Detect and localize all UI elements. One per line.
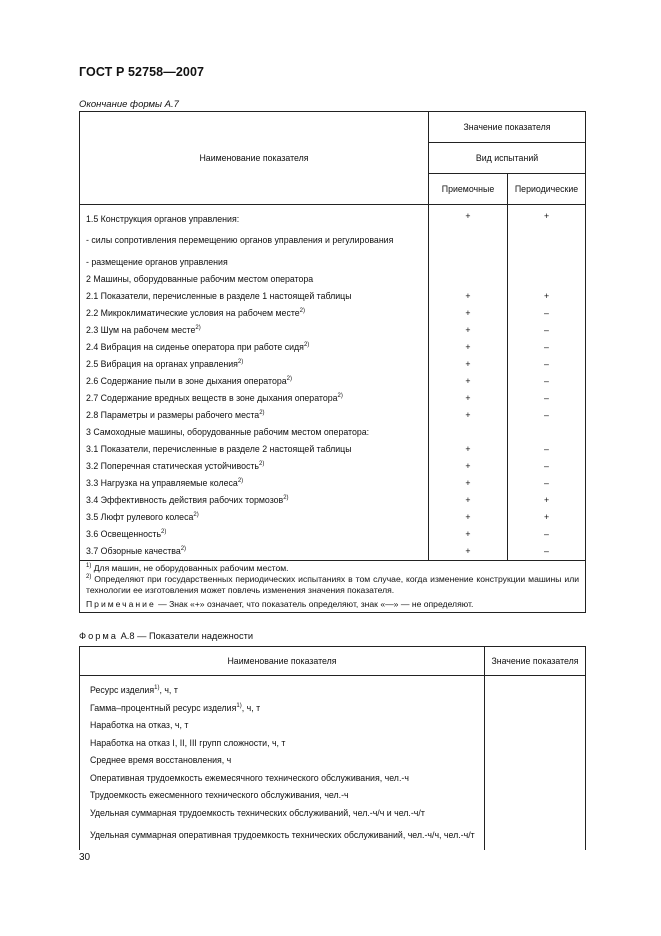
footnote-2-mark: 2) xyxy=(86,574,92,580)
row-parameter-text: 2.7 Содержание вредных веществ в зоне дыхания оператора xyxy=(86,392,338,403)
footnote-1-text: Для машин, не оборудованных рабочим местом. xyxy=(91,563,289,573)
row-parameter-name xyxy=(80,441,429,458)
row-parameter-text: 2.4 Вибрация на сиденье оператора при работе сидя xyxy=(86,341,304,352)
footnote-ref: 2) xyxy=(237,477,244,484)
footnote-ref: 2) xyxy=(258,460,265,467)
table-row xyxy=(80,339,586,356)
row-parameter-text: Оперативная трудоемкость ежемесячного технического обслуживания, чел.-ч xyxy=(90,772,409,783)
table-row xyxy=(80,492,586,509)
row-acceptance-mark: + xyxy=(429,305,508,322)
row-acceptance-mark xyxy=(429,254,508,271)
row-parameter-text: Трудоемкость ежесменного технического обслуживания, чел.-ч xyxy=(90,790,349,800)
row-periodic-mark: – xyxy=(508,356,586,373)
table-row xyxy=(80,254,586,271)
form-a7-table xyxy=(79,111,586,613)
form-a7-body xyxy=(80,205,586,561)
a8-col-header-name: Наименование показателя xyxy=(80,647,485,676)
table-row xyxy=(80,458,586,475)
note-label: Примечание xyxy=(86,599,156,609)
row-parameter-text: 3.5 Люфт рулевого колеса xyxy=(86,511,194,522)
footnote-ref: 2) xyxy=(259,409,265,416)
table-row xyxy=(80,305,586,322)
form-a8-body xyxy=(80,676,586,851)
row-parameter-text: 2.1 Показатели, перечисленные в разделе 1 настоящей таблицы xyxy=(86,290,352,301)
row-parameter-name xyxy=(80,822,485,850)
row-acceptance-mark: + xyxy=(429,441,508,458)
row-parameter-unit: , ч, т xyxy=(159,685,178,695)
row-parameter-name xyxy=(80,752,485,770)
row-acceptance-mark: + xyxy=(429,458,508,475)
form-a8-caption xyxy=(79,631,253,641)
row-parameter-text: 3.3 Нагрузка на управляемые колеса xyxy=(86,477,238,488)
row-parameter-name xyxy=(80,305,429,322)
row-acceptance-mark: + xyxy=(429,509,508,526)
footnote-ref: 2) xyxy=(180,545,187,552)
row-parameter-text: 3 Самоходные машины, оборудованные рабочим местом оператора: xyxy=(86,426,370,437)
row-parameter-text: Ресурс изделия xyxy=(90,685,155,695)
row-parameter-name xyxy=(80,288,429,305)
a8-col-header-value: Значение показателя xyxy=(485,647,586,676)
table-row xyxy=(80,509,586,526)
form-a8-caption-rest: А.8 — Показатели надежности xyxy=(117,631,254,641)
row-parameter-name xyxy=(80,322,429,339)
footnote-ref: 2) xyxy=(303,341,310,348)
row-parameter-text: 3.4 Эффективность действия рабочих тормозов xyxy=(86,494,284,505)
row-parameter-name xyxy=(80,254,429,271)
row-value-cell xyxy=(485,676,586,700)
row-periodic-mark: – xyxy=(508,458,586,475)
footnote-1-mark: 1) xyxy=(86,563,92,569)
row-acceptance-mark xyxy=(429,424,508,441)
form-a7-caption: Окончание формы А.7 xyxy=(79,99,179,110)
row-acceptance-mark: + xyxy=(429,205,508,229)
row-parameter-text: - силы сопротивления перемещению органов управления и регулирования xyxy=(86,235,394,246)
row-acceptance-mark: + xyxy=(429,390,508,407)
table-row xyxy=(80,390,586,407)
row-periodic-mark: – xyxy=(508,390,586,407)
row-parameter-text: - размещение органов управления xyxy=(86,256,228,267)
row-periodic-mark: – xyxy=(508,322,586,339)
table-row xyxy=(80,441,586,458)
table-row xyxy=(80,752,586,770)
row-parameter-name xyxy=(80,228,429,254)
form-a8-caption-word: Форма xyxy=(79,631,118,641)
table-row xyxy=(80,543,586,561)
row-value-cell xyxy=(485,700,586,718)
row-periodic-mark: – xyxy=(508,526,586,543)
table-row xyxy=(80,407,586,424)
row-parameter-name xyxy=(80,770,485,788)
table-row xyxy=(80,356,586,373)
row-periodic-mark xyxy=(508,254,586,271)
footnote-ref: 1) xyxy=(154,685,160,691)
row-parameter-name xyxy=(80,526,429,543)
row-value-cell xyxy=(485,752,586,770)
footnote-ref: 2) xyxy=(161,528,167,535)
row-parameter-name xyxy=(80,717,485,735)
row-parameter-text: Среднее время восстановления, ч xyxy=(90,755,232,765)
row-acceptance-mark: + xyxy=(429,543,508,561)
footnote-ref: 2) xyxy=(299,307,306,314)
row-value-cell xyxy=(485,717,586,735)
table-row xyxy=(80,271,586,288)
footnote-ref: 2) xyxy=(195,324,201,331)
form-a8-table xyxy=(79,646,586,850)
row-parameter-text: 3.6 Освещенность xyxy=(86,528,162,539)
table-row xyxy=(80,322,586,339)
row-periodic-mark: – xyxy=(508,543,586,561)
table-row xyxy=(80,735,586,753)
row-parameter-name xyxy=(80,805,485,823)
row-parameter-name xyxy=(80,509,429,526)
row-parameter-text: 2 Машины, оборудованные рабочим местом оператора xyxy=(86,273,314,284)
row-acceptance-mark: + xyxy=(429,475,508,492)
table-row xyxy=(80,787,586,805)
row-parameter-name xyxy=(80,424,429,441)
row-value-cell xyxy=(485,735,586,753)
footnote-ref: 2) xyxy=(286,375,292,382)
row-parameter-name xyxy=(80,339,429,356)
table-row xyxy=(80,717,586,735)
table-row xyxy=(80,526,586,543)
table-row xyxy=(80,228,586,254)
row-parameter-text: Гамма–процентный ресурс изделия xyxy=(90,702,237,713)
page-number: 30 xyxy=(79,852,91,863)
row-parameter-name xyxy=(80,356,429,373)
row-acceptance-mark: + xyxy=(429,322,508,339)
row-parameter-text: 2.3 Шум на рабочем месте xyxy=(86,324,196,335)
row-periodic-mark xyxy=(508,228,586,254)
form-a7-footnotes xyxy=(80,561,586,613)
row-value-cell xyxy=(485,822,586,850)
table-row xyxy=(80,373,586,390)
row-periodic-mark: – xyxy=(508,339,586,356)
row-parameter-name xyxy=(80,407,429,424)
footnote-ref: 2) xyxy=(337,392,343,399)
row-parameter-name xyxy=(80,676,485,700)
row-parameter-text: 3.7 Обзорные качества xyxy=(86,545,181,556)
row-value-cell xyxy=(485,805,586,823)
row-value-cell xyxy=(485,787,586,805)
row-parameter-text: 2.6 Содержание пыли в зоне дыхания оператора xyxy=(86,375,287,386)
row-periodic-mark xyxy=(508,271,586,288)
row-parameter-text: 2.5 Вибрация на органах управления xyxy=(86,358,238,369)
table-row xyxy=(80,475,586,492)
document-title: ГОСТ Р 52758—2007 xyxy=(79,65,205,79)
row-acceptance-mark: + xyxy=(429,492,508,509)
table-row xyxy=(80,805,586,823)
col-header-acceptance: Приемочные xyxy=(429,174,508,205)
row-parameter-text: Наработка на отказ, ч, т xyxy=(90,720,189,730)
row-acceptance-mark xyxy=(429,271,508,288)
row-periodic-mark xyxy=(508,424,586,441)
footnote-ref: 2) xyxy=(193,511,199,518)
row-acceptance-mark: + xyxy=(429,407,508,424)
row-parameter-name xyxy=(80,458,429,475)
row-parameter-unit: , ч, т xyxy=(241,702,261,713)
row-parameter-name xyxy=(80,271,429,288)
row-acceptance-mark: + xyxy=(429,339,508,356)
row-parameter-text: Удельная суммарная оперативная трудоемкость технических обслуживаний, чел.-ч/ч, чел.-ч/т xyxy=(90,830,475,841)
table-row xyxy=(80,205,586,229)
footnote-ref: 1) xyxy=(236,702,242,709)
row-parameter-text: Наработка на отказ I, II, III групп сложности, ч, т xyxy=(90,737,286,748)
row-parameter-name xyxy=(80,475,429,492)
table-row xyxy=(80,770,586,788)
col-header-test-type: Вид испытаний xyxy=(429,143,586,174)
row-value-cell xyxy=(485,770,586,788)
row-parameter-name xyxy=(80,787,485,805)
table-row xyxy=(80,288,586,305)
table-row xyxy=(80,424,586,441)
row-acceptance-mark: + xyxy=(429,526,508,543)
table-row xyxy=(80,822,586,850)
row-periodic-mark: – xyxy=(508,407,586,424)
row-parameter-text: Удельная суммарная трудоемкость технических обслуживаний, чел.-ч/ч и чел.-ч/т xyxy=(90,807,425,818)
footnote-ref: 2) xyxy=(283,494,289,501)
col-header-periodic: Периодические xyxy=(508,174,586,205)
row-parameter-name xyxy=(80,205,429,229)
row-parameter-name xyxy=(80,700,485,718)
row-parameter-name xyxy=(80,373,429,390)
row-parameter-name xyxy=(80,492,429,509)
footnote-ref: 2) xyxy=(237,358,244,365)
row-parameter-name xyxy=(80,390,429,407)
row-parameter-text: 2.8 Параметры и размеры рабочего места xyxy=(86,409,260,420)
row-periodic-mark: – xyxy=(508,475,586,492)
col-header-name: Наименование показателя xyxy=(80,112,429,205)
table-row xyxy=(80,700,586,718)
row-acceptance-mark: + xyxy=(429,356,508,373)
row-acceptance-mark: + xyxy=(429,288,508,305)
row-periodic-mark: – xyxy=(508,305,586,322)
row-acceptance-mark: + xyxy=(429,373,508,390)
note-text: — Знак «+» означает, что показатель определяют, знак «—» — не определяют. xyxy=(155,599,474,609)
row-periodic-mark: + xyxy=(508,509,586,526)
row-parameter-text: 2.2 Микроклиматические условия на рабочем месте xyxy=(86,307,300,318)
row-parameter-name xyxy=(80,543,429,561)
row-periodic-mark: + xyxy=(508,205,586,229)
table-row xyxy=(80,676,586,700)
row-acceptance-mark xyxy=(429,228,508,254)
footnote-2-text: Определяют при государственных периодических испытаниях в том случае, когда изменение конструкции машины или технологии ее изготовления может повлечь изменения значения показателя. xyxy=(86,574,580,595)
row-periodic-mark: – xyxy=(508,441,586,458)
row-parameter-name xyxy=(80,735,485,753)
row-periodic-mark: + xyxy=(508,492,586,509)
row-periodic-mark: + xyxy=(508,288,586,305)
row-parameter-text: 3.2 Поперечная статическая устойчивость xyxy=(86,460,259,471)
row-parameter-text: 1.5 Конструкция органов управления: xyxy=(86,213,240,224)
row-parameter-text: 3.1 Показатели, перечисленные в разделе 2 настоящей таблицы xyxy=(86,443,352,454)
row-periodic-mark: – xyxy=(508,373,586,390)
col-header-value: Значение показателя xyxy=(429,112,586,143)
